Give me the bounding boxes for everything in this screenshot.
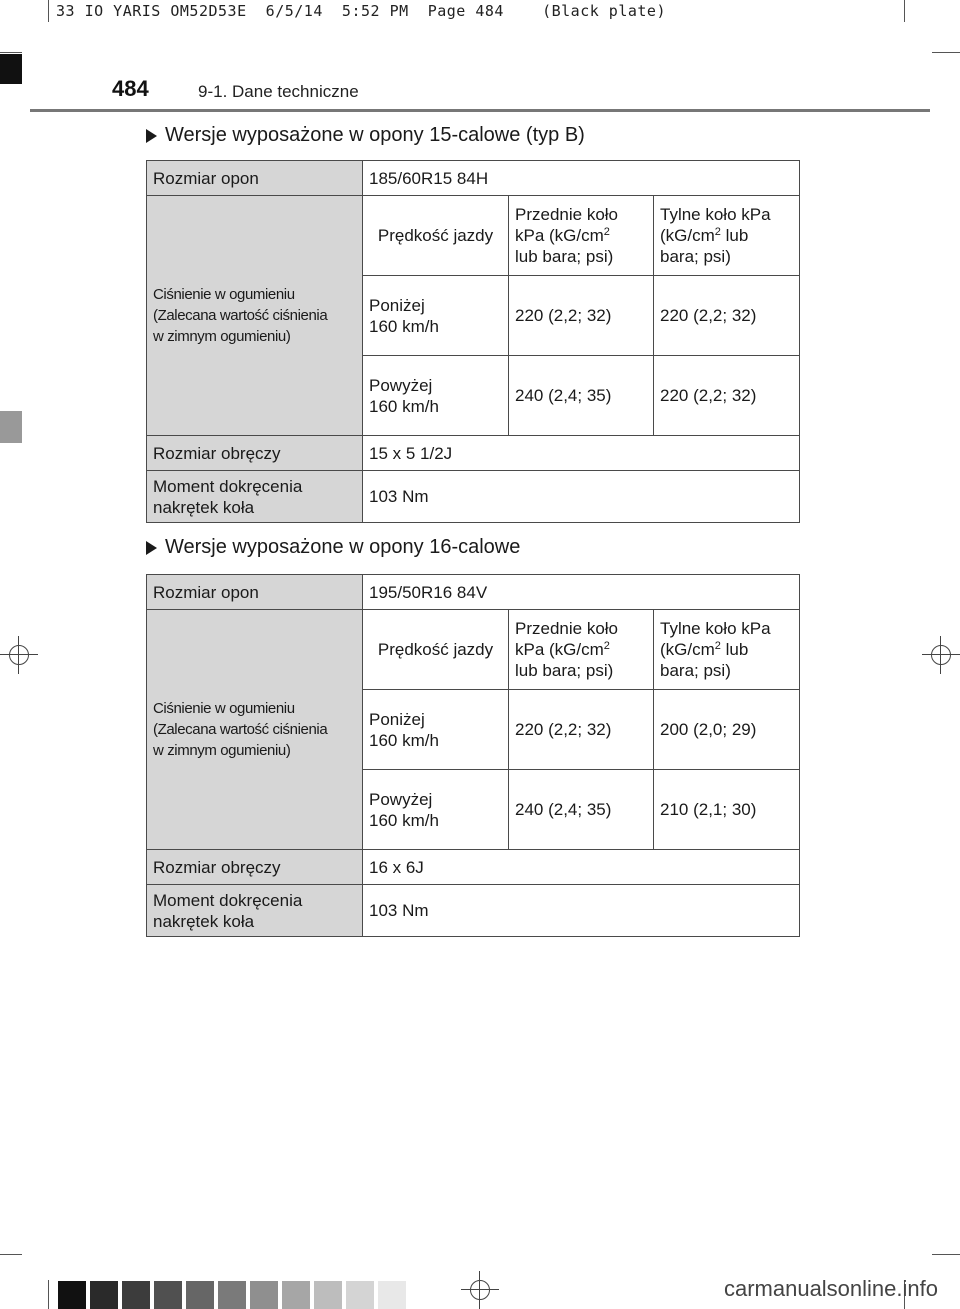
speed-line: Powyżej	[369, 789, 433, 809]
front-pressure-cell: 220 (2,2; 32)	[509, 276, 654, 356]
table-heading-15-inch	[146, 124, 585, 147]
tire-size-value: 185/60R15 84H	[363, 161, 800, 196]
speed-line: Poniżej	[369, 709, 425, 729]
crop-mark	[932, 1254, 960, 1255]
pressure-label-line: (Zalecana wartość ciśnienia	[153, 721, 328, 738]
color-swatch	[186, 1281, 214, 1309]
front-wheel-header	[509, 610, 654, 690]
pressure-label-line: Ciśnienie w ogumieniu	[153, 700, 295, 717]
superscript-2: 2	[714, 640, 721, 652]
rear-pressure-cell: 210 (2,1; 30)	[654, 770, 800, 850]
rim-size-label: Rozmiar obręczy	[147, 850, 363, 885]
speed-line: 160 km/h	[369, 730, 439, 750]
front-wheel-header	[509, 196, 654, 276]
rear-pressure-cell: 220 (2,2; 32)	[654, 356, 800, 436]
crop-mark	[0, 1254, 22, 1255]
speed-cell	[363, 356, 509, 436]
rear-header-line: lub	[720, 640, 749, 659]
tire-pressure-label	[147, 610, 363, 850]
pressure-label-line: Ciśnienie w ogumieniu	[153, 286, 295, 303]
registration-mark-icon	[461, 1271, 499, 1309]
rear-wheel-header	[654, 610, 800, 690]
section-title: 9-1. Dane techniczne	[198, 82, 359, 101]
print-slug: 33 IO YARIS OM52D53E 6/5/14 5:52 PM Page 484 (Black plate)	[56, 2, 666, 20]
superscript-2: 2	[714, 226, 721, 238]
front-header-line: kPa (kG/cm	[515, 226, 604, 245]
tire-spec-table-16-inch	[146, 574, 800, 937]
speed-cell	[363, 276, 509, 356]
color-swatch	[154, 1281, 182, 1309]
front-header-line: lub bara; psi)	[515, 247, 614, 266]
tire-size-label: Rozmiar opon	[147, 575, 363, 610]
torque-label	[147, 885, 363, 937]
front-header-line: lub bara; psi)	[515, 661, 614, 680]
rear-header-line: bara; psi)	[660, 661, 731, 680]
speed-line: Powyżej	[369, 375, 433, 395]
rear-header-line: Tylne koło kPa	[660, 619, 771, 638]
rear-header-line: (kG/cm	[660, 226, 715, 245]
torque-value: 103 Nm	[363, 471, 800, 523]
speed-header: Prędkość jazdy	[363, 196, 509, 276]
tire-size-value: 195/50R16 84V	[363, 575, 800, 610]
tire-size-label: Rozmiar opon	[147, 161, 363, 196]
registration-mark-icon	[922, 636, 960, 674]
speed-line: 160 km/h	[369, 396, 439, 416]
color-swatch	[218, 1281, 246, 1309]
color-swatch	[378, 1281, 406, 1309]
tire-spec-table-15-inch	[146, 160, 800, 523]
speed-line: 160 km/h	[369, 810, 439, 830]
rear-header-line: lub	[720, 226, 749, 245]
rim-size-value: 15 x 5 1/2J	[363, 436, 800, 471]
pressure-label-line: w zimnym ogumieniu)	[153, 742, 291, 759]
header-rule	[30, 109, 930, 112]
watermark: carmanualsonline.info	[723, 1276, 938, 1301]
crop-mark	[932, 52, 960, 53]
registration-mark-icon	[0, 636, 38, 674]
front-header-line: kPa (kG/cm	[515, 640, 604, 659]
print-color-bar	[58, 1281, 410, 1309]
rear-pressure-cell: 220 (2,2; 32)	[654, 276, 800, 356]
rim-size-label: Rozmiar obręczy	[147, 436, 363, 471]
page-number: 484	[112, 76, 149, 101]
speed-line: 160 km/h	[369, 316, 439, 336]
rear-header-line: (kG/cm	[660, 640, 715, 659]
front-header-line: Przednie koło	[515, 619, 619, 638]
torque-label-line: Moment dokręcenia	[153, 890, 303, 910]
superscript-2: 2	[603, 226, 610, 238]
torque-label-line: nakrętek koła	[153, 911, 255, 931]
chapter-tab-indicator	[0, 411, 22, 443]
triangle-bullet-icon	[146, 129, 157, 143]
color-swatch	[282, 1281, 310, 1309]
crop-mark	[904, 0, 905, 22]
pressure-label-line: w zimnym ogumieniu)	[153, 328, 291, 345]
table-heading-text: Wersje wyposażone w opony 16-calowe	[165, 536, 521, 558]
chapter-tab-marker	[0, 54, 22, 84]
front-pressure-cell: 240 (2,4; 35)	[509, 356, 654, 436]
speed-cell	[363, 690, 509, 770]
color-swatch	[314, 1281, 342, 1309]
rear-header-line: bara; psi)	[660, 247, 731, 266]
color-swatch	[58, 1281, 86, 1309]
torque-label-line: Moment dokręcenia	[153, 476, 303, 496]
tire-pressure-label	[147, 196, 363, 436]
color-swatch	[122, 1281, 150, 1309]
front-pressure-cell: 240 (2,4; 35)	[509, 770, 654, 850]
crop-mark	[48, 0, 49, 22]
front-header-line: Przednie koło	[515, 205, 619, 224]
table-heading-16-inch	[146, 536, 520, 559]
triangle-bullet-icon	[146, 541, 157, 555]
pressure-label-line: (Zalecana wartość ciśnienia	[153, 307, 328, 324]
crop-mark	[0, 52, 22, 53]
superscript-2: 2	[603, 640, 610, 652]
color-swatch	[346, 1281, 374, 1309]
rear-header-line: Tylne koło kPa	[660, 205, 771, 224]
color-swatch	[90, 1281, 118, 1309]
torque-label-line: nakrętek koła	[153, 497, 255, 517]
color-swatch	[250, 1281, 278, 1309]
speed-header: Prędkość jazdy	[363, 610, 509, 690]
torque-value: 103 Nm	[363, 885, 800, 937]
crop-mark	[48, 1280, 49, 1309]
rear-wheel-header	[654, 196, 800, 276]
front-pressure-cell: 220 (2,2; 32)	[509, 690, 654, 770]
rear-pressure-cell: 200 (2,0; 29)	[654, 690, 800, 770]
rim-size-value: 16 x 6J	[363, 850, 800, 885]
torque-label	[147, 471, 363, 523]
speed-cell	[363, 770, 509, 850]
table-heading-text: Wersje wyposażone w opony 15-calowe (typ B)	[165, 124, 585, 146]
speed-line: Poniżej	[369, 295, 425, 315]
